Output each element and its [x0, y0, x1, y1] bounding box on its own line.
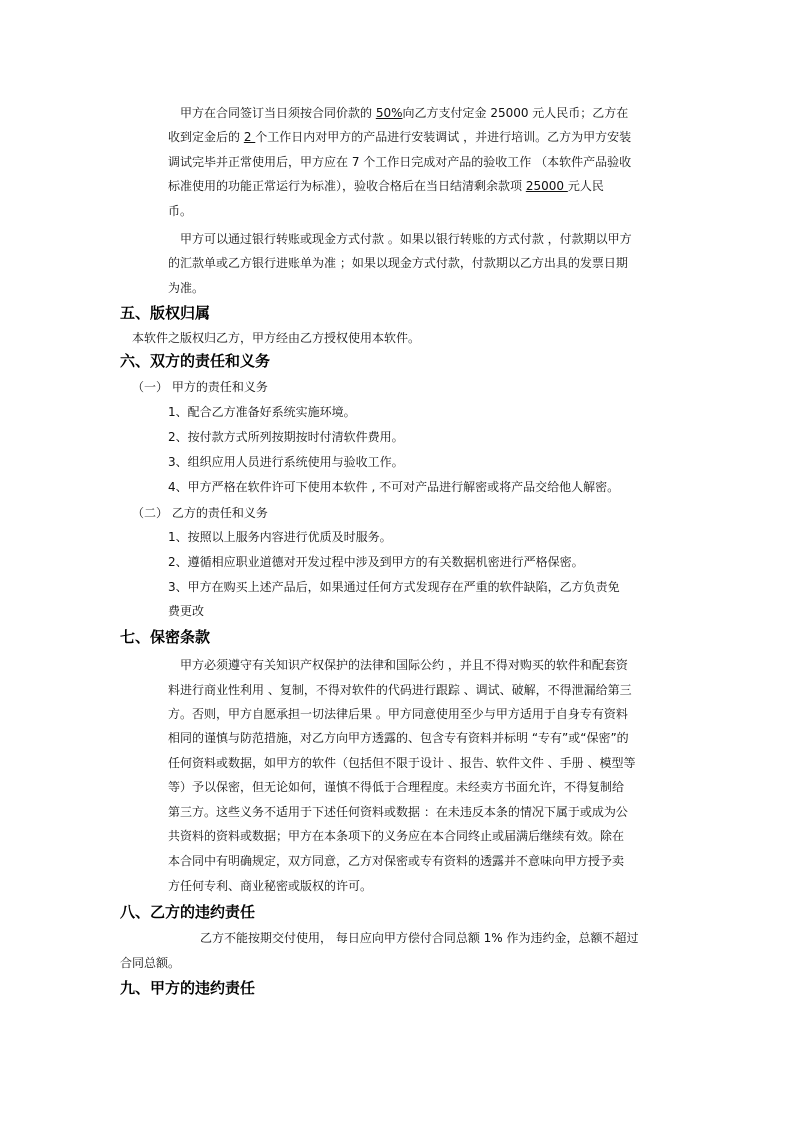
party-b-breach-line1: 乙方不能按期交付使用， 每日应向甲方偿付合同总额 1% 作为违约金，总额不超过 — [200, 931, 639, 945]
section-heading-party-b-breach: 八、乙方的违约责任 — [120, 903, 256, 921]
party-b-item-1: 1、按照以上服务内容进行优质及时服务。 — [168, 530, 392, 544]
party-a-item-1: 1、配合乙方准备好系统实施环境。 — [168, 405, 356, 419]
party-b-item-3: 3、甲方在购买上述产品后，如果通过任何方式发现存在严重的软件缺陷，乙方负责免 — [168, 580, 620, 594]
confidentiality-line: 相同的谨慎与防范措施，对乙方向甲方透露的、包含专有资料并标明 “专有”或“保密”的 — [168, 731, 629, 745]
confidentiality-line: 方任何专利、商业秘密或版权的许可。 — [168, 879, 373, 893]
payment-para2-line2: 的汇款单或乙方银行进账单为准 ；如果以现金方式付款，付款期以乙方出具的发票日期 — [168, 256, 628, 270]
payment-para1-line2 — [168, 125, 631, 150]
confidentiality-line: 共资料的资料或数据；甲方在本条项下的义务应在本合同终止或届满后继续有效。除在 — [168, 829, 625, 843]
payment-para2-line3: 为准。 — [168, 281, 205, 295]
payment-para2-line1: 甲方可以通过银行转账或现金方式付款 。如果以银行转账的方式付款 ，付款期以甲方 — [180, 232, 632, 246]
text: 收到定金后的 — [168, 130, 244, 144]
party-a-item-2: 2、按付款方式所列按期按时付清软件费用。 — [168, 430, 404, 444]
party-a-item-3: 3、组织应用人员进行系统使用与验收工作。 — [168, 455, 404, 469]
text: 元人民 — [567, 179, 604, 193]
deposit-percent: 50% — [375, 106, 403, 120]
text: 甲方在合同签订当日须按合同价款的 — [180, 106, 376, 120]
party-b-item-2: 2、遵循相应职业道德对开发过程中涉及到甲方的有关数据机密进行严格保密。 — [168, 555, 584, 569]
text: 标准使用的功能正常运行为标准），验收合格后在当日结清剩余款项 — [168, 179, 526, 193]
confidentiality-line: 任何资料或数据，如甲方的软件（包括但不限于设计 、报告、软件文件 、手册 、模型等 — [168, 756, 636, 770]
party-a-item-4: 4、甲方严格在软件许可下使用本软件 , 不可对产品进行解密或将产品交给他人解密。 — [168, 480, 620, 494]
confidentiality-line: 本合同中有明确规定，双方同意，乙方对保密或专有资料的透露并不意味向甲方授予卖 — [168, 854, 625, 868]
confidentiality-line: 第三方。这些义务不适用于下述任何资料或数据 ：在未违反本条的情况下属于或成为公 — [168, 805, 628, 819]
confidentiality-line: 料进行商业性利用 、复制，不得对软件的代码进行跟踪 、调试、破解，不得泄漏给第三 — [168, 683, 632, 697]
party-b-breach-line2: 合同总额。 — [120, 956, 181, 970]
subsection-party-a: （一） 甲方的责任和义务 — [132, 380, 268, 394]
section-heading-responsibilities: 六、双方的责任和义务 — [120, 352, 271, 370]
copyright-body: 本软件之版权归乙方，甲方经由乙方授权使用本软件。 — [132, 331, 421, 345]
subsection-party-b: （二） 乙方的责任和义务 — [132, 506, 268, 520]
install-days: 2 — [243, 130, 256, 144]
payment-para1-line1 — [180, 101, 628, 126]
payment-para1-line3: 调试完毕并正常使用后，甲方应在 7 个工作日完成对产品的验收工作 （本软件产品验收 — [168, 155, 632, 169]
text: 向乙方支付定金 25000 元人民币；乙方在 — [402, 106, 629, 120]
text: 个工作日内对甲方的产品进行安装调试 ，并进行培训。乙方为甲方安装 — [255, 130, 632, 144]
section-heading-copyright: 五、版权归属 — [120, 304, 211, 322]
balance-amount: 25000 — [525, 179, 568, 193]
confidentiality-line: 甲方必须遵守有关知识产权保护的法律和国际公约 ，并且不得对购买的软件和配套资 — [180, 658, 628, 672]
section-heading-party-a-breach: 九、甲方的违约责任 — [120, 979, 256, 997]
payment-para1-line5: 币。 — [168, 204, 193, 218]
section-heading-confidentiality: 七、保密条款 — [120, 628, 211, 646]
confidentiality-line: 方。否则，甲方自愿承担一切法律后果 。甲方同意使用至少与甲方适用于自身专有资料 — [168, 707, 628, 721]
payment-para1-line4 — [168, 174, 604, 199]
party-b-item-3-cont: 费更改 — [168, 604, 205, 618]
confidentiality-line: 等）予以保密，但无论如何，谨慎不得低于合理程度。未经卖方书面允许，不得复制给 — [168, 780, 625, 794]
